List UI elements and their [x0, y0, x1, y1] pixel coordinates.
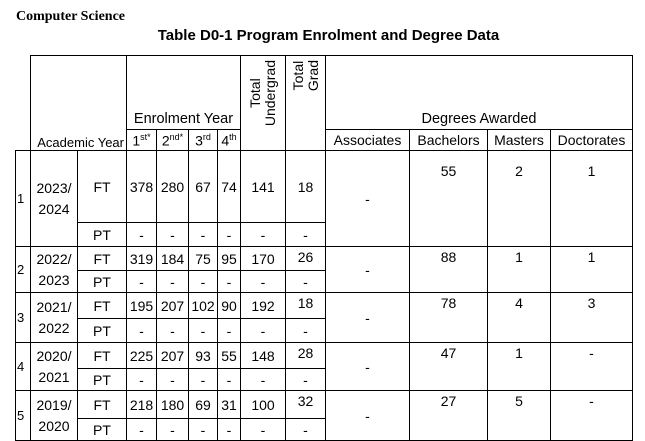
year-2-header: $2^{nd*}$	[157, 130, 189, 151]
table-row-ft	[16, 151, 633, 223]
bachelors-value: 78	[410, 293, 488, 343]
mode-label: FT	[78, 343, 127, 369]
associates-value: -	[326, 391, 410, 441]
table-row-ft	[16, 343, 633, 369]
mode-label: PT	[78, 271, 127, 293]
pt-y4-value: -	[218, 223, 241, 247]
ft-grad-value: 32	[286, 391, 326, 419]
academic-year-part: 2021/	[36, 298, 72, 315]
pt-undergrad-value: -	[241, 419, 286, 441]
degrees-awarded-header: Degrees Awarded	[326, 56, 633, 130]
bachelors-value: 27	[410, 391, 488, 441]
total-undergrad-word: Undergrad	[262, 60, 278, 127]
ft-undergrad-value: 100	[241, 391, 286, 419]
pt-undergrad-value: -	[241, 271, 286, 293]
ft-y3-value: 67	[189, 151, 218, 223]
ft-y3-value: 69	[189, 391, 218, 419]
department-name: Computer Science	[16, 9, 125, 24]
row-number: 4	[16, 343, 31, 391]
pt-undergrad-value: -	[241, 319, 286, 343]
ft-y2-value: 280	[157, 151, 189, 223]
associates-value: -	[326, 151, 410, 247]
ft-y2-value: 180	[157, 391, 189, 419]
mode-label: FT	[78, 391, 127, 419]
pt-y1-value: -	[127, 319, 157, 343]
ft-y1-value: 218	[127, 391, 157, 419]
masters-value: 4	[488, 293, 551, 343]
pt-grad-value: -	[286, 223, 326, 247]
academic-year-part: 2020	[38, 417, 70, 434]
total-grad-word: Total	[289, 60, 306, 91]
corner-cell	[16, 56, 31, 130]
bachelors-value: 88	[410, 247, 488, 293]
ft-y4-value: 31	[218, 391, 241, 419]
row-number: 1	[16, 151, 31, 247]
academic-year-cell	[31, 247, 78, 293]
academic-year-part: 2020/	[36, 347, 72, 364]
pt-y4-value: -	[218, 271, 241, 293]
ft-undergrad-value: 141	[241, 151, 286, 223]
ft-y3-value: 93	[189, 343, 218, 369]
associates-header: Associates	[326, 130, 410, 151]
pt-y2-value: -	[157, 319, 189, 343]
mode-label: PT	[78, 319, 127, 343]
ft-y1-value: 319	[127, 247, 157, 271]
pt-y4-value: -	[218, 369, 241, 391]
ft-grad-value: 18	[286, 293, 326, 319]
ft-y1-value: 378	[127, 151, 157, 223]
bachelors-value: 47	[410, 343, 488, 391]
table-row-ft	[16, 247, 633, 271]
academic-year-part: 2019/	[36, 396, 72, 413]
ft-undergrad-value: 170	[241, 247, 286, 271]
ft-y3-value: 102	[189, 293, 218, 319]
table-row-ft	[16, 391, 633, 419]
pt-grad-value: -	[286, 319, 326, 343]
pt-grad-value: -	[286, 369, 326, 391]
ft-y2-value: 184	[157, 247, 189, 271]
mode-label: FT	[78, 293, 127, 319]
ft-grad-value: 26	[286, 247, 326, 271]
academic-year-part: 2024	[38, 200, 70, 217]
pt-undergrad-value: -	[241, 369, 286, 391]
academic-year-cell	[31, 343, 78, 391]
bachelors-value: 55	[410, 151, 488, 247]
pt-y2-value: -	[157, 419, 189, 441]
row-number: 2	[16, 247, 31, 293]
ft-y4-value: 74	[218, 151, 241, 223]
pt-y1-value: -	[127, 271, 157, 293]
total-grad-header	[286, 56, 326, 151]
header-row-top	[16, 56, 633, 130]
academic-year-cell	[31, 151, 78, 247]
pt-y3-value: -	[189, 369, 218, 391]
associates-value: -	[326, 247, 410, 293]
doctorates-value: 1	[551, 151, 633, 247]
pt-y3-value: -	[189, 271, 218, 293]
pt-y4-value: -	[218, 319, 241, 343]
row-number: 5	[16, 391, 31, 441]
row-number: 3	[16, 293, 31, 343]
ft-y3-value: 75	[189, 247, 218, 271]
pt-y1-value: -	[127, 223, 157, 247]
pt-y3-value: -	[189, 419, 218, 441]
pt-y2-value: -	[157, 223, 189, 247]
table-title: Table D0-1 Program Enrolment and Degree Data	[157, 27, 500, 44]
ft-y2-value: 207	[157, 343, 189, 369]
ft-undergrad-value: 192	[241, 293, 286, 319]
doctorates-value: -	[551, 391, 633, 441]
doctorates-header: Doctorates	[551, 130, 633, 151]
masters-value: 1	[488, 343, 551, 391]
academic-year-header: Academic Year	[31, 56, 127, 151]
masters-header: Masters	[488, 130, 551, 151]
year-3-header: 3rd	[189, 130, 218, 151]
ft-y1-value: 225	[127, 343, 157, 369]
pt-y4-value: -	[218, 419, 241, 441]
masters-value: 2	[488, 151, 551, 247]
pt-y2-value: -	[157, 369, 189, 391]
academic-year-cell	[31, 293, 78, 343]
pt-grad-value: -	[286, 419, 326, 441]
academic-year-part: 2021	[38, 368, 70, 385]
total-grad-word: Grad	[304, 60, 321, 92]
academic-year-part: 2023/	[36, 179, 72, 196]
pt-y1-value: -	[127, 369, 157, 391]
mode-label: FT	[78, 151, 127, 223]
total-undergrad-word: Total	[247, 78, 263, 108]
associates-value: -	[326, 293, 410, 343]
pt-y1-value: -	[127, 419, 157, 441]
mode-label: PT	[78, 419, 127, 441]
academic-year-cell	[31, 391, 78, 441]
pt-grad-value: -	[286, 271, 326, 293]
ft-grad-value: 28	[286, 343, 326, 369]
masters-value: 5	[488, 391, 551, 441]
mode-label: FT	[78, 247, 127, 271]
year-1-header: $1^{st*}$	[127, 130, 157, 151]
mode-label: PT	[78, 369, 127, 391]
academic-year-part: 2022	[38, 319, 70, 336]
pt-undergrad-value: -	[241, 223, 286, 247]
bachelors-header: Bachelors	[410, 130, 488, 151]
masters-value: 1	[488, 247, 551, 293]
doctorates-value: 1	[551, 247, 633, 293]
enrolment-year-header: Enrolment Year	[127, 56, 241, 130]
enrolment-degree-table	[15, 55, 633, 441]
year-4-header: 4th	[218, 130, 241, 151]
pt-y2-value: -	[157, 271, 189, 293]
mode-label: PT	[78, 223, 127, 247]
doctorates-value: 3	[551, 293, 633, 343]
ft-grad-value: 18	[286, 151, 326, 223]
table-row-ft	[16, 293, 633, 319]
ft-y4-value: 95	[218, 247, 241, 271]
ft-undergrad-value: 148	[241, 343, 286, 369]
academic-year-part: 2022/	[36, 250, 72, 267]
doctorates-value: -	[551, 343, 633, 391]
pt-y3-value: -	[189, 319, 218, 343]
ft-y4-value: 55	[218, 343, 241, 369]
corner-cell-lower	[16, 130, 31, 151]
ft-y2-value: 207	[157, 293, 189, 319]
associates-value: -	[326, 343, 410, 391]
total-undergrad-header	[241, 56, 286, 151]
ft-y4-value: 90	[218, 293, 241, 319]
ft-y1-value: 195	[127, 293, 157, 319]
pt-y3-value: -	[189, 223, 218, 247]
academic-year-part: 2023	[38, 271, 70, 288]
